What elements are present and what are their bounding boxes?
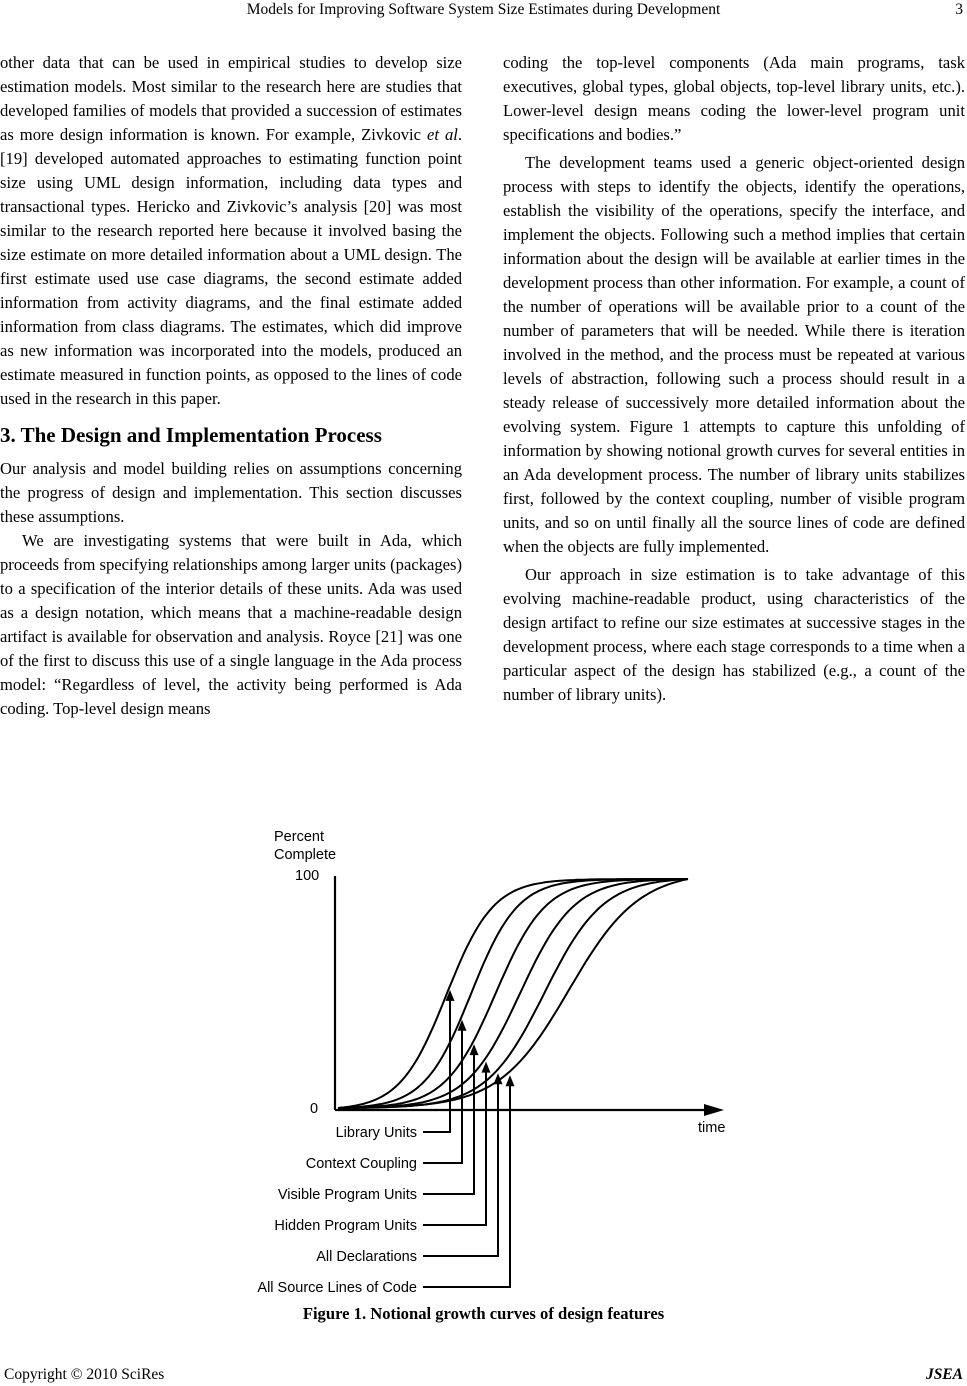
- growth-curve-6: [338, 879, 688, 1108]
- italic-text: et al: [427, 125, 458, 144]
- page-number: 3: [955, 1, 963, 18]
- running-title: Models for Improving Software System Size Estimates during Development: [246, 1, 721, 18]
- journal-name: JSEA: [925, 1366, 963, 1383]
- y-tick-top: 100: [295, 868, 320, 884]
- paragraph: We are investigating systems that were built in Ada, which proceeds from specifying relationships among larger units (packages) to a specification of the interior details of these units. Ada was used as a design notation, which means that a machine-readable design artifact is available for observation and analysis. Royce [21] was one of the first to discuss this use of a single language in the Ada process model: “Regardless of level, the activity being performed is Ada coding. Top-level design means: [0, 531, 462, 718]
- growth-curve-1: [338, 879, 688, 1108]
- y-tick-bottom: 0: [310, 1101, 319, 1117]
- arrowhead-icon: [506, 1075, 515, 1086]
- series-label-5: All Declarations: [316, 1249, 417, 1265]
- copyright-notice: Copyright © 2010 SciRes: [4, 1366, 165, 1383]
- page-header: [0, 0, 967, 24]
- paragraph: coding the top-level components (Ada main programs, task executives, global types, global objects, top-level library units, etc.). Lower-level design means coding the lower-level program unit specifications and bodies.”: [503, 53, 965, 144]
- paragraph: Our analysis and model building relies on assumptions concerning the progress of design and implementation. This section discusses these assumptions.: [0, 459, 462, 526]
- series-label-3: Visible Program Units: [277, 1187, 417, 1203]
- growth-curve-4: [338, 879, 688, 1108]
- text-run: other data that can be used in empirical studies to develop size estimation models. Most similar to the research here are studies that developed families of models that provided a succession of estimates as more design information is known. For example, Zivkovic: [0, 53, 462, 144]
- paragraph: Our approach in size estimation is to take advantage of this evolving machine-readable product, using characteristics of the design artifact to refine our size estimates at successive stages in the development process, where each stage corresponds to a time when a particular aspect of the design has stabilized (e.g., a count of the number of library units).: [503, 565, 965, 704]
- growth-curve-5: [338, 879, 688, 1108]
- figure-growth-curves: [228, 822, 748, 1302]
- x-axis-arrow-icon: [704, 1104, 724, 1116]
- y-axis-label-line2: Complete: [274, 847, 337, 863]
- section-heading: 3. The Design and Implementation Process: [0, 423, 382, 447]
- series-label-4: Hidden Program Units: [274, 1218, 417, 1234]
- figure-caption: Figure 1. Notional growth curves of design features: [302, 1304, 665, 1323]
- x-axis-label: time: [698, 1120, 726, 1136]
- left-column: [0, 51, 462, 721]
- paragraph: The development teams used a generic object-oriented design process with steps to identify the objects, identify the operations, establish the visibility of the operations, specify the interface, and implement the objects. Following such a method implies that certain information about the design will be available at earlier times in the development process than other information. For example, a count of the number of operations will be available prior to a count of the number of parameters that will be needed. While there is iteration involved in the method, and the process must be repeated at various levels of abstraction, following such a process should result in a steady release of successively more detailed information about the evolving system. Figure 1 attempts to capture this unfolding of information by showing notional growth curves for several entities in an Ada development process. The number of library units stabilizes first, followed by the context coupling, number of visible program units, and so on until finally all the source lines of code are defined when the objects are fully implemented.: [503, 153, 965, 556]
- growth-curves-chart: [228, 822, 748, 1302]
- y-axis-label-line1: Percent: [274, 829, 324, 845]
- growth-curve-3: [338, 879, 688, 1108]
- text-run: . [19] developed automated approaches to estimating function point size using UML design information, including data types and transactional types. Hericko and Zivkovic’s analysis [20] was most similar to the research reported here because it involved basing the size estimate on more detailed information about a UML design. The first estimate used use case diagrams, the second estimate added information from activity diagrams, and the final estimate added information from class diagrams. The estimates, which did improve as new information was incorporated into the models, produced an estimate measured in function points, as opposed to the lines of code used in the research in this paper.: [0, 125, 463, 408]
- series-label-6: All Source Lines of Code: [257, 1280, 417, 1296]
- growth-curve-2: [338, 879, 688, 1108]
- page-footer: [0, 1366, 967, 1386]
- paragraph: [0, 51, 462, 411]
- right-column: [503, 51, 965, 707]
- series-label-2: Context Coupling: [305, 1156, 417, 1172]
- leader-line-3: [423, 1050, 474, 1194]
- leader-line-1: [423, 996, 450, 1132]
- series-label-1: Library Units: [335, 1125, 417, 1141]
